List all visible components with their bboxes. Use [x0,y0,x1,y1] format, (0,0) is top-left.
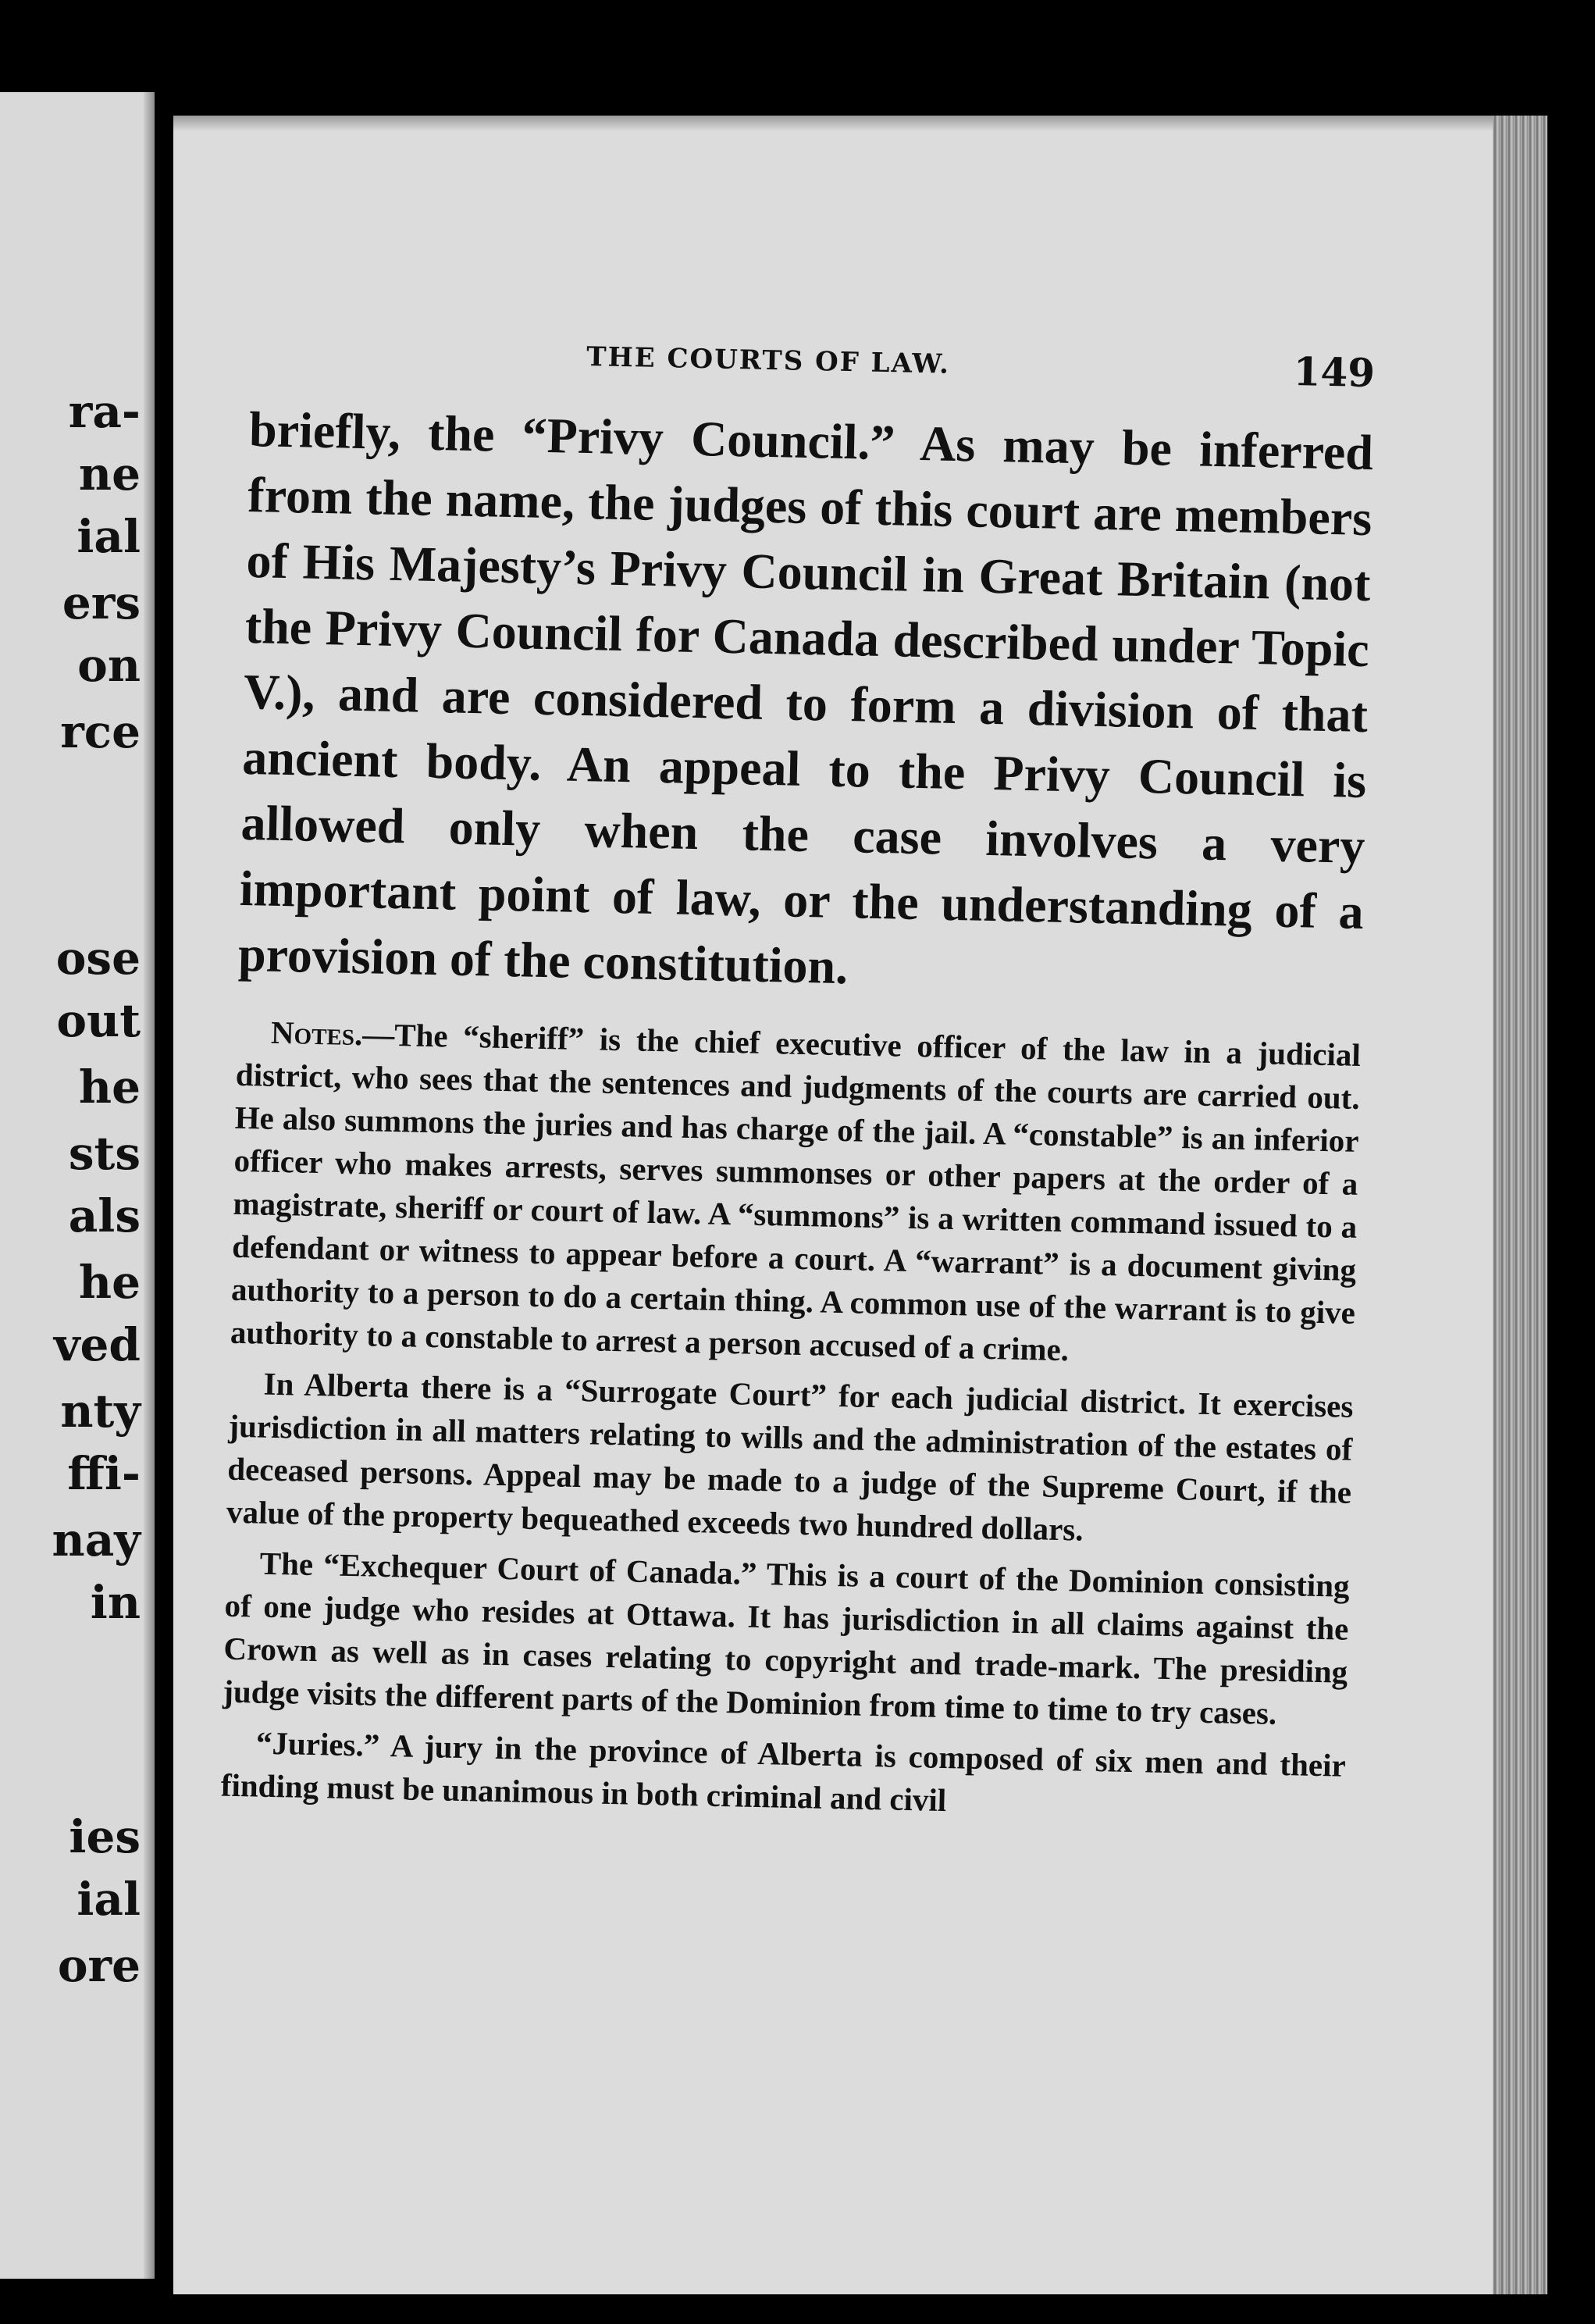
left-page-fragment: ne [78,447,141,501]
note-sheriff-text: —The “sheriff” is the chief executive officer of the law in a judicial district, who sees that the sentences and judgments of the courts are carried out. He also summons the juries and has charge of the jail. A “constable” is an inferior officer who makes arrests, serves summonses or other papers at the order of a magistrate, sheriff or court of law. A “summons” is a written command issued to a defendant or witness to appear before a court. A “warrant” is a document giving authority to a person to do a certain thing. A common use of the warrant is to give authority to a constable to arrest a person accused of a crime. [230,1016,1362,1368]
left-page-fragment: in [90,1576,141,1629]
note-sheriff [230,1011,1361,1378]
page-content [220,326,1376,1838]
running-title: THE COURTS OF LAW. [586,341,951,380]
left-page-fragment: nty [60,1385,141,1438]
left-facing-page [0,92,155,2279]
left-page-fragment: ial [77,1873,141,1926]
note-surrogate-court: In Alberta there is a “Surrogate Court” for each judicial district. It exercises jurisdiction in all matters relating to wills and the administration of the estates of deceased persons. Appeal may be made to a judge of the Supreme Court, if the value of the property bequeathed exceeds two hundred dollars. [226,1365,1354,1548]
left-page-fragment: on [77,639,141,692]
left-page-fragment: als [68,1189,141,1242]
page-stack-edge [1493,116,1547,2294]
notes-section [220,1011,1361,1830]
left-page-fragment: ies [69,1810,141,1863]
page-top-edge [173,116,1547,131]
left-page-fragment: ers [62,576,141,629]
left-page-fragment: ffi- [67,1447,141,1500]
left-page-fragment: rce [60,705,141,758]
main-paragraph: briefly, the “Privy Council.” As may be inferred from the name, the judges of this court are members of His Majesty’s Privy Council in Great Britain (not the Privy Council for Canada described under Topic V.), and are considered to form a division of that ancient body. An appeal to the Privy Council is allowed only when the case involves a very important point of law, or the understanding of a provision of the constitution. [237,401,1374,995]
left-page-fragment: he [78,1256,141,1309]
left-page-fragment: ial [77,510,141,563]
book-page [173,116,1547,2294]
note-exchequer-court: The “Exchequer Court of Canada.” This is a court of the Dominion consisting of one judge who resides at Ottawa. It has jurisdiction in all claims against the Crown as well as in cases relating to copyright and trade-mark. The presiding judge visits the different parts of the Dominion from time to time to try cases. [222,1545,1351,1731]
gutter-shadow [144,92,155,2279]
left-page-fragment: nay [52,1513,141,1567]
notes-label: Notes. [270,1014,363,1053]
left-page-fragment: out [56,994,141,1047]
note-juries: “Juries.” A jury in the province of Alberta is composed of six men and their finding must be unanimous in both criminal and civil [220,1724,1347,1819]
left-page-fragment: ra- [68,385,141,438]
left-page-fragment: ved [53,1318,141,1371]
left-page-fragment: ore [57,1939,141,1992]
left-page-fragment: ose [55,932,141,985]
left-page-fragment: sts [68,1127,141,1180]
page-number: 149 [1293,348,1376,397]
left-page-fragment: he [78,1060,141,1114]
